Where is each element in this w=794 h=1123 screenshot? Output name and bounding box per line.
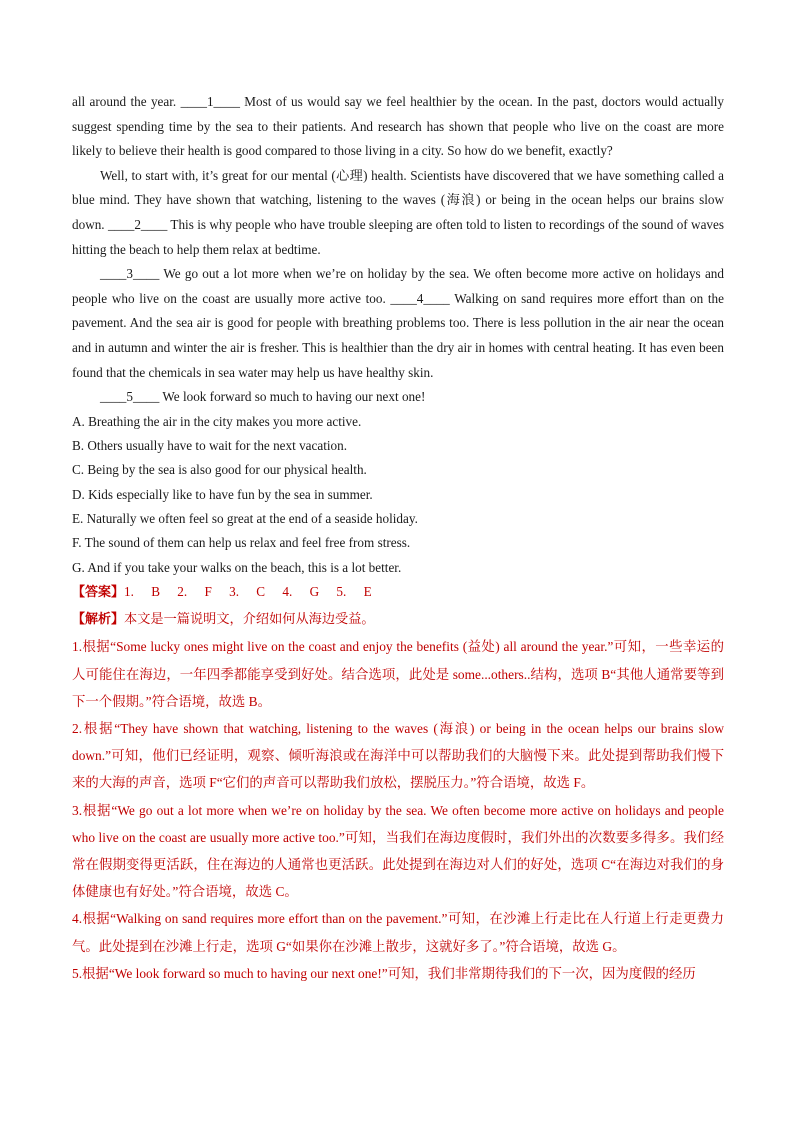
passage-paragraph-4: ____5____ We look forward so much to having our next one! [100,389,426,405]
option-d: D. Kids especially like to have fun by the sea in summer. [72,486,373,502]
answer-tag: 【答案】 [72,584,125,600]
explanation-tag: 【解析】 [72,612,125,628]
answer-line [72,580,724,605]
analysis-item-1: 1.根据“Some lucky ones might live on the coast and enjoy the benefits (益处) all around the year.”可知，一些幸运的人可能住在海边，一年四季都能享受到好处。结合选项，此处是 some...others..结构，选项 B“其他人通常要等到下一个假期。”符合语境，故选 B。 [72,639,724,709]
passage-paragraph-2: Well, to start with, it’s great for our mental (心理) health. Scientists have discovered that we have something called a blue mind. They have shown that watching, listening to the waves (海浪) or being in the ocean helps our brains slow down. ____2____ This is why people who have trouble sleeping are often told to listen to recordings of the sound of waves hitting the beach to help them relax at bedtime. [72,167,724,257]
passage-paragraph-3: ____3____ We go out a lot more when we’re on holiday by the sea. We often become more active on holidays and people who live on the coast are usually more active too. ____4____ Walking on sand requires more effort than on the pavement. And the sea air is good for people with breathing problems too. There is less pollution in the air near the ocean and in autumn and winter the air is fresher. This is healthier than the dry air in homes with central heating. It has even been found that the chemicals in sea water may help us have healthy skin. [72,266,724,380]
options-list [72,410,724,580]
analysis-item-2: 2.根据“They have shown that watching, listening to the waves (海浪) or being in the ocean helps our brains slow down.”可知，他们已经证明，观察、倾听海浪或在海洋中可以帮助我们的大脑慢下来。此处提到帮助我们慢下来的大海的声音，选项 F“它们的声音可以帮助我们放松，摆脱压力。”符合语境，故选 F。 [72,720,724,791]
document-page [72,90,724,987]
explanation-summary: 本文是一篇说明文，介绍如何从海边受益。 [124,611,375,627]
explanation-summary-line [72,605,724,633]
option-e: E. Naturally we often feel so great at the end of a seaside holiday. [72,510,418,526]
analysis-item-4: 4.根据“Walking on sand requires more effort than on the pavement.”可知，在沙滩上行走比在人行道上行走更费力气。此处提到在沙滩上行走，选项 G“如果你在沙滩上散步，这就好多了。”符合语境，故选 G。 [72,911,724,954]
option-b: B. Others usually have to wait for the next vacation. [72,438,348,454]
option-f: F. The sound of them can help us relax and feel free from stress. [72,535,411,551]
option-a: A. Breathing the air in the city makes you more active. [72,413,362,429]
analysis-item-5: 5.根据“We look forward so much to having our next one!”可知，我们非常期待我们的下一次，因为度假的经历 [72,965,696,981]
answer-values: 1. B 2. F 3. C 4. G 5. E [124,583,372,599]
passage-paragraph-1: all around the year. ____1____ Most of us would say we feel healthier by the ocean. In the past, doctors would actually suggest spending time by the sea to their patients. And research has shown that people who live on the coast are more likely to believe their health is good compared to those living in a city. So how do we benefit, exactly? [72,94,724,159]
option-c: C. Being by the sea is also good for our physical health. [72,462,367,478]
analysis-item-3: 3.根据“We go out a lot more when we’re on holiday by the sea. We often become more active on holidays and people who live on the coast are usually more active too.”可知，当我们在海边度假时，我们外出的次数要多得多。我们经常在假期变得更活跃，住在海边的人通常也更活跃。此处提到在海边对人们的好处，选项 C“在海边对我们的身体健康也有好处。”符合语境，故选 C。 [72,802,724,900]
option-g: G. And if you take your walks on the beach, this is a lot better. [72,559,402,575]
